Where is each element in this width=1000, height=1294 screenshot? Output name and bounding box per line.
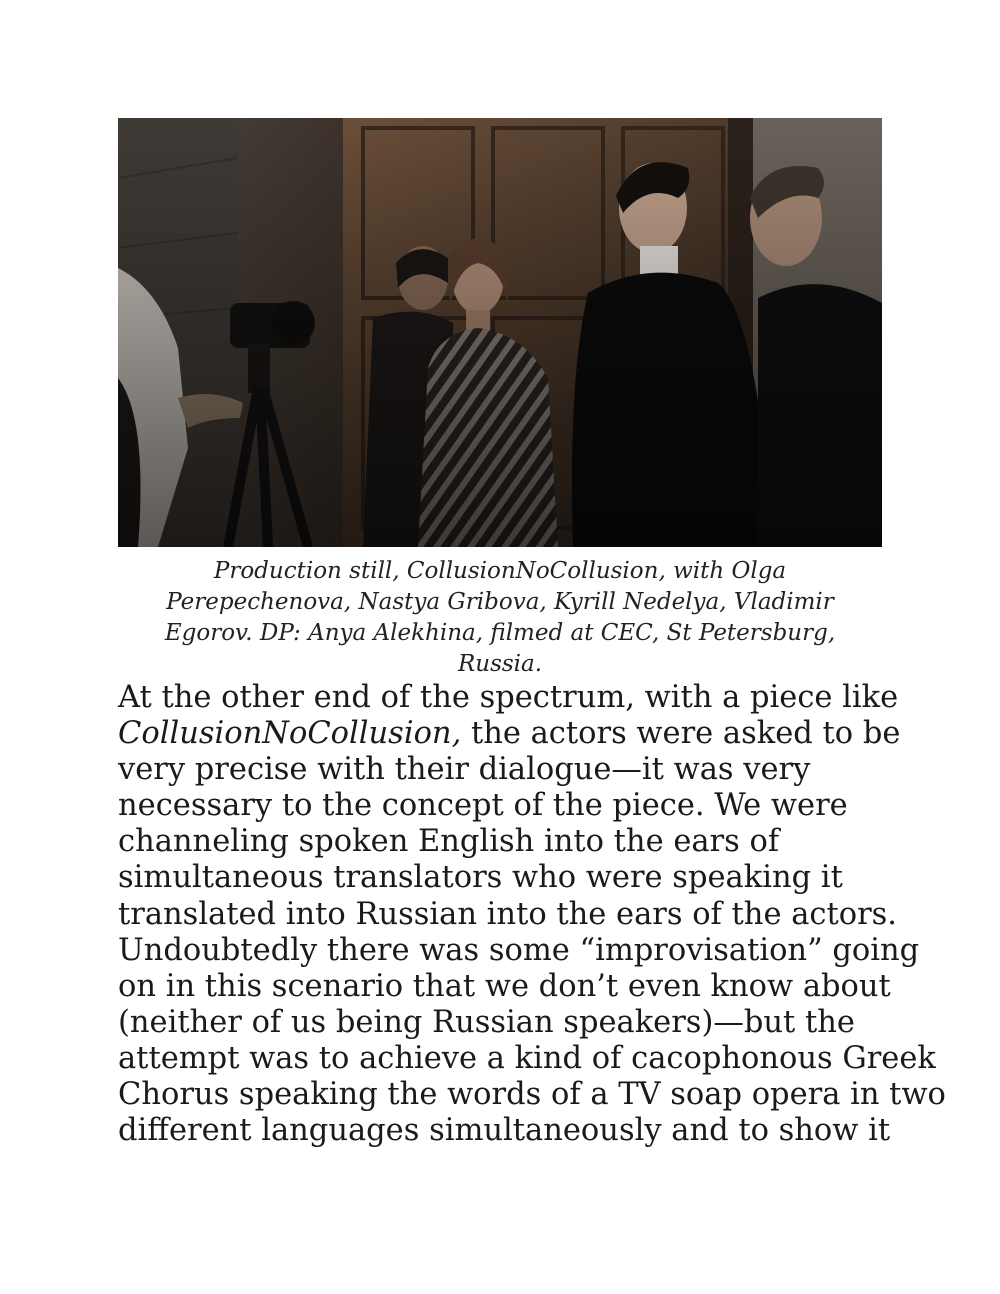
body-line: At the other end of the spectrum, with a piece like [118, 680, 899, 715]
body-line: on in this scenario that we don’t even know about [118, 968, 891, 1004]
photo-caption [118, 556, 882, 680]
body-line: channeling spoken English into the ears of [118, 824, 780, 860]
body-line: different languages simultaneously and to show it [118, 1113, 891, 1149]
caption-line: Perepechenova, Nastya Gribova, Kyrill Nedelya, Vladimir [166, 589, 834, 615]
caption-line: Production still, CollusionNoCollusion, with Olga [213, 558, 787, 584]
body-line: necessary to the concept of the piece. We were [118, 788, 848, 824]
body-line: (neither of us being Russian speakers)—but the [118, 1004, 855, 1040]
body-line: very precise with their dialogue—it was very [118, 752, 811, 788]
body-line: translated into Russian into the ears of the actors. [118, 896, 898, 932]
body-line: attempt was to achieve a kind of cacophonous Greek [118, 1040, 936, 1076]
body-line: simultaneous translators who were speaking it [118, 860, 843, 896]
body-line: Chorus speaking the words of a TV soap opera in two [118, 1077, 946, 1113]
body-paragraph [118, 680, 946, 1149]
work-title: CollusionNoCollusion, [118, 716, 462, 752]
body-line: Undoubtedly there was some “improvisation” going [118, 932, 920, 968]
body-line [118, 716, 918, 752]
body-line-rest: the actors were asked to be [461, 716, 901, 752]
caption-line: Egorov. DP: Anya Alekhina, filmed at CEC, St Petersburg, [164, 620, 836, 646]
production-still-photo [118, 118, 882, 547]
caption-line: Russia. [457, 651, 543, 677]
